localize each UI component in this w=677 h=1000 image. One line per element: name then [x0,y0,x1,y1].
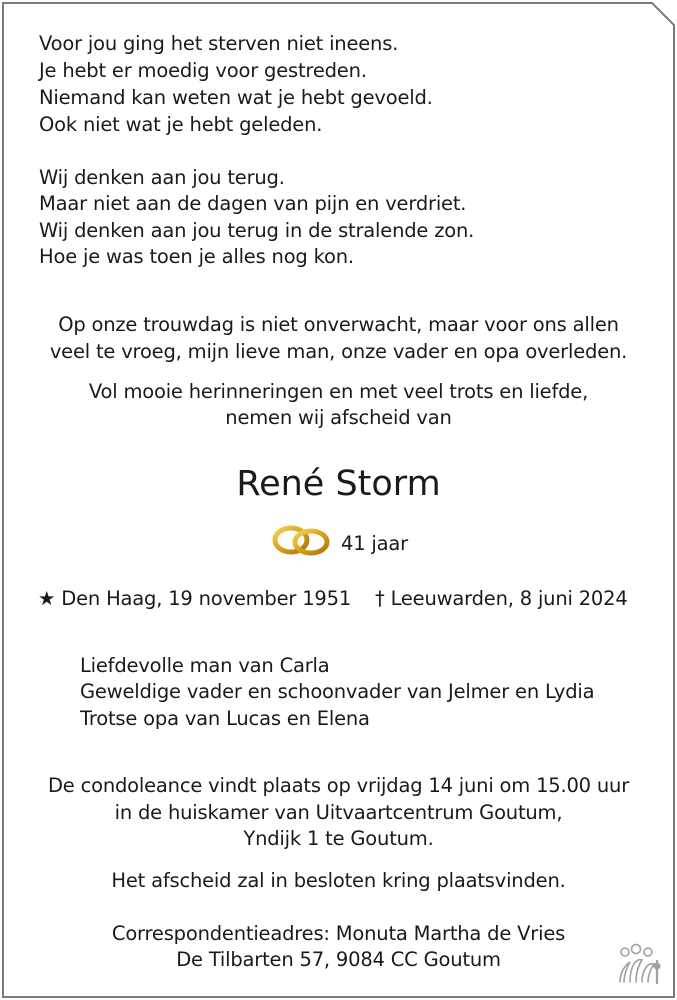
poem-line: Voor jou ging het sterven niet ineens. [39,32,399,55]
ceremony-line: De condoleance vindt plaats op vrijdag 14 juni om 15.00 uur [47,774,630,797]
cross-icon: † [375,587,385,610]
poem-line: Je hebt er moedig voor gestreden. [39,59,367,82]
announcement-line: nemen wij afscheid van [225,406,452,429]
poem-line: Wij denken aan jou terug. [39,166,285,189]
monuta-logo-icon [616,942,662,986]
ceremony-line: Yndijk 1 te Goutum. [243,827,434,850]
marriage-years: 41 jaar [341,532,408,555]
announcement-line: Op onze trouwdag is niet onverwacht, maar voor ons allen [58,313,619,336]
family-line: Trotse opa van Lucas en Elena [80,707,370,730]
star-icon: ★ [38,587,56,610]
ceremony-line: Het afscheid zal in besloten kring plaatsvinden. [111,869,566,892]
poem-line: Ook niet wat je hebt geleden. [39,113,323,136]
poem-line: Wij denken aan jou terug in de stralende zon. [39,219,475,242]
birth-place-date: Den Haag, 19 november 1951 [61,587,352,610]
death-place-date: Leeuwarden, 8 juni 2024 [390,587,628,610]
ceremony-line: in de huiskamer van Uitvaartcentrum Goutum, [114,801,563,824]
family-line: Liefdevolle man van Carla [80,654,330,677]
announcement-line: Vol mooie herinneringen en met veel trots en liefde, [88,380,589,403]
birth-info [38,586,351,613]
announcement-line: veel te vroeg, mijn lieve man, onze vader en opa overleden. [49,340,628,363]
poem-line: Hoe je was toen je alles nog kon. [39,245,354,268]
family-line: Geweldige vader en schoonvader van Jelmer en Lydia [80,680,595,703]
wedding-rings-icon [270,520,334,560]
correspondence-line: De Tilbarten 57, 9084 CC Goutum [176,948,501,971]
poem-line: Niemand kan weten wat je hebt gevoeld. [39,86,433,109]
deceased-name: René Storm [236,464,441,504]
poem-line: Maar niet aan de dagen van pijn en verdriet. [39,192,467,215]
death-info [375,586,628,613]
correspondence-line: Correspondentieadres: Monuta Martha de Vries [111,922,566,945]
